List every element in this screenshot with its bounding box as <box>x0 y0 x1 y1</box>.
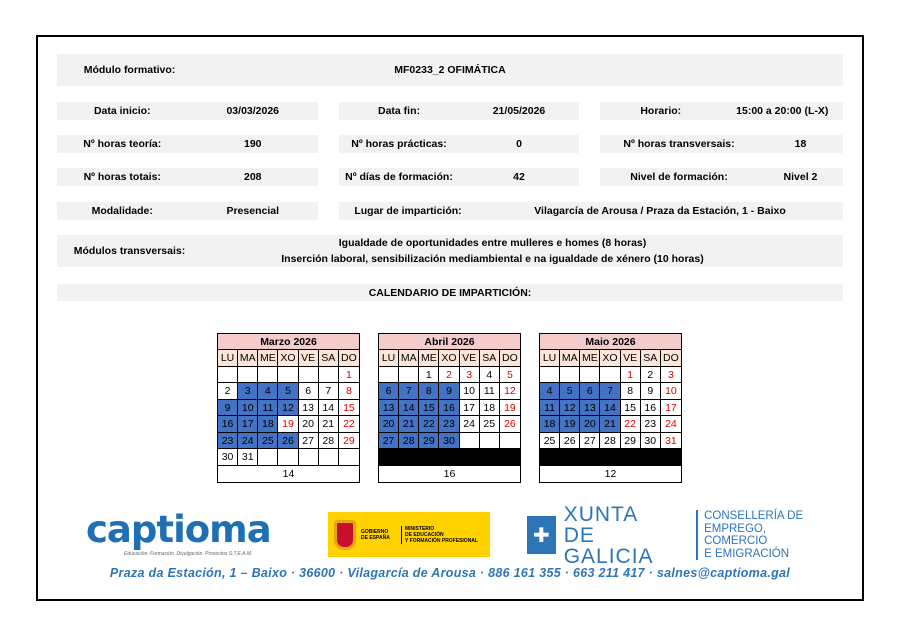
captioma-tagline: Educación. Formación. Divulgación. Proxectos S.T.E.A.M. <box>124 551 253 557</box>
calendar-day: 20 <box>379 416 399 433</box>
calendar-day: 17 <box>661 400 681 417</box>
horas-practicas-value: 0 <box>516 138 522 150</box>
calendar-day: 12 <box>278 400 298 417</box>
weekday-header: DO <box>661 350 681 367</box>
calendar-day: 23 <box>641 416 661 433</box>
calendar-day <box>580 449 600 466</box>
xunta-logo <box>527 502 827 568</box>
calendar-day <box>379 449 399 466</box>
calendar-day: 3 <box>661 367 681 384</box>
calendar-day: 11 <box>540 400 560 417</box>
data-fin-box <box>339 102 579 120</box>
calendar-day: 24 <box>460 416 480 433</box>
calendar-maio <box>539 333 682 483</box>
calendario-header <box>57 284 843 301</box>
calendar-day <box>218 367 238 384</box>
calendar-day: 2 <box>218 383 238 400</box>
ministerio-line1: MINISTERIO <box>405 525 435 532</box>
horas-practicas-box <box>339 135 579 153</box>
data-fin-label: Data fin: <box>378 105 420 117</box>
calendar-day: 29 <box>339 433 359 450</box>
calendar-day: 1 <box>419 367 439 384</box>
calendar-day <box>278 449 298 466</box>
calendar-day: 5 <box>278 383 298 400</box>
weekday-header: XO <box>439 350 459 367</box>
calendar-day <box>560 367 580 384</box>
transversais-row <box>57 235 843 267</box>
lugar-box <box>339 202 843 220</box>
captioma-logo <box>86 510 276 562</box>
ministerio-text <box>401 526 478 544</box>
transversais-label: Módulos transversais: <box>73 245 186 257</box>
calendar-day <box>339 449 359 466</box>
xunta-line1: XUNTA <box>563 502 639 526</box>
modalidade-value: Presencial <box>226 205 280 217</box>
calendar-day: 31 <box>661 433 681 450</box>
calendar-day: 20 <box>299 416 319 433</box>
weekday-header: VE <box>621 350 641 367</box>
horas-teoria-value: 190 <box>243 138 262 150</box>
calendar-day: 22 <box>339 416 359 433</box>
calendar-day: 25 <box>480 416 500 433</box>
calendar-day: 14 <box>600 400 620 417</box>
calendar-day: 13 <box>379 400 399 417</box>
horas-transversais-box <box>600 135 843 153</box>
dias-formacion-box <box>339 168 579 186</box>
calendar-title: Marzo 2026 <box>218 334 359 350</box>
calendar-day: 18 <box>480 400 500 417</box>
calendar-day: 21 <box>600 416 620 433</box>
calendar-day: 21 <box>399 416 419 433</box>
calendar-day: 8 <box>339 383 359 400</box>
calendar-day: 16 <box>439 400 459 417</box>
data-inicio-box <box>57 102 318 120</box>
weekday-header: VE <box>460 350 480 367</box>
calendar-day: 10 <box>661 383 681 400</box>
calendar-day: 6 <box>379 383 399 400</box>
transversais-line2: Inserción laboral, sensibilización mediambiental e na igualdade de xénero (10 horas) <box>281 253 704 265</box>
calendar-day <box>661 449 681 466</box>
calendar-grid <box>379 350 520 466</box>
calendar-day: 25 <box>540 433 560 450</box>
transversais-list <box>202 235 843 267</box>
calendar-day: 13 <box>299 400 319 417</box>
calendar-day <box>399 367 419 384</box>
calendar-day: 26 <box>278 433 298 450</box>
modulo-value: MF0233_2 OFIMÁTICA <box>394 64 506 76</box>
gobierno-line2: DE ESPAÑA <box>361 534 390 541</box>
calendar-day: 2 <box>439 367 459 384</box>
calendar-day: 30 <box>218 449 238 466</box>
calendar-day: 21 <box>319 416 339 433</box>
calendar-day <box>621 449 641 466</box>
weekday-header: VE <box>299 350 319 367</box>
coat-of-arms-icon <box>334 520 356 550</box>
dias-formacion-value: 42 <box>513 171 525 183</box>
calendar-day: 16 <box>218 416 238 433</box>
data-inicio-value: 03/03/2026 <box>226 105 280 117</box>
modulo-label: Módulo formativo: <box>83 64 176 76</box>
calendar-day: 28 <box>319 433 339 450</box>
horas-totais-box <box>57 168 318 186</box>
calendar-day: 14 <box>399 400 419 417</box>
calendar-day: 1 <box>621 367 641 384</box>
weekday-header: ME <box>580 350 600 367</box>
calendar-day: 7 <box>399 383 419 400</box>
ministerio-line3: Y FORMACIÓN PROFESIONAL <box>405 537 478 544</box>
calendar-day: 5 <box>500 367 520 384</box>
calendar-grid <box>540 350 681 466</box>
calendar-day: 15 <box>419 400 439 417</box>
calendar-day: 18 <box>258 416 278 433</box>
weekday-header: ME <box>419 350 439 367</box>
calendar-day <box>580 367 600 384</box>
weekday-header: DO <box>339 350 359 367</box>
ministerio-line2: DE EDUCACIÓN <box>405 531 444 538</box>
weekday-header: XO <box>278 350 298 367</box>
calendar-day: 10 <box>238 400 258 417</box>
calendar-day: 30 <box>439 433 459 450</box>
calendar-total: 12 <box>604 467 617 480</box>
calendar-day: 6 <box>580 383 600 400</box>
calendar-day: 4 <box>258 383 278 400</box>
lugar-value: Vilagarcía de Arousa / Praza da Estación, 1 - Baixo <box>534 205 786 217</box>
horario-label: Horario: <box>640 105 682 117</box>
calendar-day: 6 <box>299 383 319 400</box>
calendar-day: 25 <box>258 433 278 450</box>
calendar-day: 14 <box>319 400 339 417</box>
horas-transversais-label: Nº horas transversais: <box>623 138 735 150</box>
calendar-day <box>299 367 319 384</box>
calendar-day: 12 <box>560 400 580 417</box>
horas-teoria-label: Nº horas teoría: <box>83 138 162 150</box>
calendar-day: 29 <box>621 433 641 450</box>
calendar-day <box>540 367 560 384</box>
calendar-day <box>238 367 258 384</box>
calendar-day: 22 <box>419 416 439 433</box>
calendar-day <box>480 433 500 450</box>
calendar-day <box>258 367 278 384</box>
calendar-day: 7 <box>319 383 339 400</box>
calendar-day <box>319 449 339 466</box>
calendar-day: 31 <box>238 449 258 466</box>
weekday-header: MA <box>238 350 258 367</box>
calendar-day: 29 <box>419 433 439 450</box>
horas-teoria-box <box>57 135 318 153</box>
nivel-label: Nivel de formación: <box>630 171 728 183</box>
calendar-day: 18 <box>540 416 560 433</box>
dias-formacion-label: Nº días de formación: <box>345 171 453 183</box>
calendar-day <box>460 433 480 450</box>
lugar-label: Lugar de impartición: <box>354 205 462 217</box>
horario-value: 15:00 a 20:00 (L-X) <box>736 105 829 117</box>
calendar-abril <box>378 333 521 483</box>
nivel-value: Nivel 2 <box>783 171 818 183</box>
horas-totais-value: 208 <box>243 171 262 183</box>
calendar-day: 24 <box>661 416 681 433</box>
calendar-day <box>258 449 278 466</box>
calendar-day <box>500 433 520 450</box>
calendar-day: 13 <box>580 400 600 417</box>
data-fin-value: 21/05/2026 <box>492 105 546 117</box>
calendar-day: 4 <box>540 383 560 400</box>
xunta-text <box>564 504 686 567</box>
calendar-day: 11 <box>258 400 278 417</box>
calendar-day: 16 <box>641 400 661 417</box>
horas-practicas-label: Nº horas prácticas: <box>351 138 447 150</box>
calendar-day <box>480 449 500 466</box>
conselleria-line1: CONSELLERÍA DE <box>704 510 804 522</box>
horas-totais-label: Nº horas totais: <box>83 171 161 183</box>
calendar-day <box>379 367 399 384</box>
calendar-day: 15 <box>621 400 641 417</box>
calendar-day: 8 <box>621 383 641 400</box>
calendar-day <box>299 449 319 466</box>
calendar-day: 5 <box>560 383 580 400</box>
captioma-name: captioma <box>86 508 271 551</box>
modalidade-box <box>57 202 318 220</box>
calendar-day <box>439 449 459 466</box>
calendar-day <box>540 449 560 466</box>
calendar-day: 12 <box>500 383 520 400</box>
calendar-day <box>278 367 298 384</box>
weekday-header: LU <box>379 350 399 367</box>
data-inicio-label: Data inicio: <box>93 105 151 117</box>
weekday-header: LU <box>218 350 238 367</box>
calendar-day <box>600 449 620 466</box>
calendar-day: 28 <box>399 433 419 450</box>
calendar-day: 26 <box>560 433 580 450</box>
calendar-day: 7 <box>600 383 620 400</box>
calendar-day: 11 <box>480 383 500 400</box>
calendar-day: 15 <box>339 400 359 417</box>
calendario-label: CALENDARIO DE IMPARTICIÓN: <box>368 286 532 299</box>
calendar-day: 3 <box>238 383 258 400</box>
weekday-header: SA <box>319 350 339 367</box>
calendar-day: 24 <box>238 433 258 450</box>
calendar-day: 9 <box>218 400 238 417</box>
modalidade-label: Modalidade: <box>91 205 153 217</box>
calendar-total: 16 <box>443 467 456 480</box>
calendar-title: Maio 2026 <box>540 334 681 350</box>
weekday-header: DO <box>500 350 520 367</box>
ministerio-logo <box>328 512 490 557</box>
xunta-line2: DE GALICIA <box>563 523 654 568</box>
calendar-day: 23 <box>218 433 238 450</box>
weekday-header: MA <box>399 350 419 367</box>
horas-transversais-value: 18 <box>794 138 807 150</box>
calendar-day <box>500 449 520 466</box>
transversais-line1: Igualdade de oportunidades entre mulleres e homes (8 horas) <box>338 237 647 249</box>
calendar-day: 2 <box>641 367 661 384</box>
weekday-header: LU <box>540 350 560 367</box>
calendar-day: 1 <box>339 367 359 384</box>
calendar-day <box>319 367 339 384</box>
calendar-day: 27 <box>299 433 319 450</box>
calendar-day: 19 <box>500 400 520 417</box>
calendar-day <box>460 449 480 466</box>
weekday-header: SA <box>641 350 661 367</box>
calendar-day: 4 <box>480 367 500 384</box>
calendar-day <box>560 449 580 466</box>
conselleria-text <box>696 510 827 560</box>
calendar-day <box>399 449 419 466</box>
calendar-day: 8 <box>419 383 439 400</box>
calendar-day <box>641 449 661 466</box>
calendar-day: 19 <box>560 416 580 433</box>
calendar-total: 14 <box>282 467 295 480</box>
calendar-day: 27 <box>379 433 399 450</box>
gobierno-line1: GOBIERNO <box>361 528 389 535</box>
calendar-day: 28 <box>600 433 620 450</box>
horario-box <box>600 102 843 120</box>
calendar-day: 20 <box>580 416 600 433</box>
calendar-marzo <box>217 333 360 483</box>
calendar-day: 3 <box>460 367 480 384</box>
conselleria-line2: EMPREGO, COMERCIO <box>704 522 768 547</box>
calendar-day: 30 <box>641 433 661 450</box>
calendar-day: 17 <box>460 400 480 417</box>
calendar-day: 17 <box>238 416 258 433</box>
modulo-row <box>57 54 843 86</box>
footer-address: Praza da Estación, 1 – Baixo · 36600 · Vilagarcía de Arousa · 886 161 355 · 663 211 417 · salnes@captioma.gal <box>109 566 791 580</box>
gobierno-text <box>361 529 401 541</box>
weekday-header: SA <box>480 350 500 367</box>
calendar-day: 10 <box>460 383 480 400</box>
nivel-box <box>600 168 843 186</box>
calendar-day <box>419 449 439 466</box>
galicia-shield-icon: ✚ <box>527 516 556 554</box>
calendar-day: 27 <box>580 433 600 450</box>
weekday-header: ME <box>258 350 278 367</box>
calendar-title: Abril 2026 <box>379 334 520 350</box>
conselleria-line3: E EMIGRACIÓN <box>704 547 790 560</box>
logos-bar <box>38 502 862 568</box>
weekday-header: MA <box>560 350 580 367</box>
weekday-header: XO <box>600 350 620 367</box>
calendar-day <box>600 367 620 384</box>
calendar-day: 22 <box>621 416 641 433</box>
calendar-grid <box>218 350 359 466</box>
calendar-day: 19 <box>278 416 298 433</box>
calendar-day: 9 <box>641 383 661 400</box>
calendar-day: 26 <box>500 416 520 433</box>
calendar-day: 9 <box>439 383 459 400</box>
calendar-day: 23 <box>439 416 459 433</box>
